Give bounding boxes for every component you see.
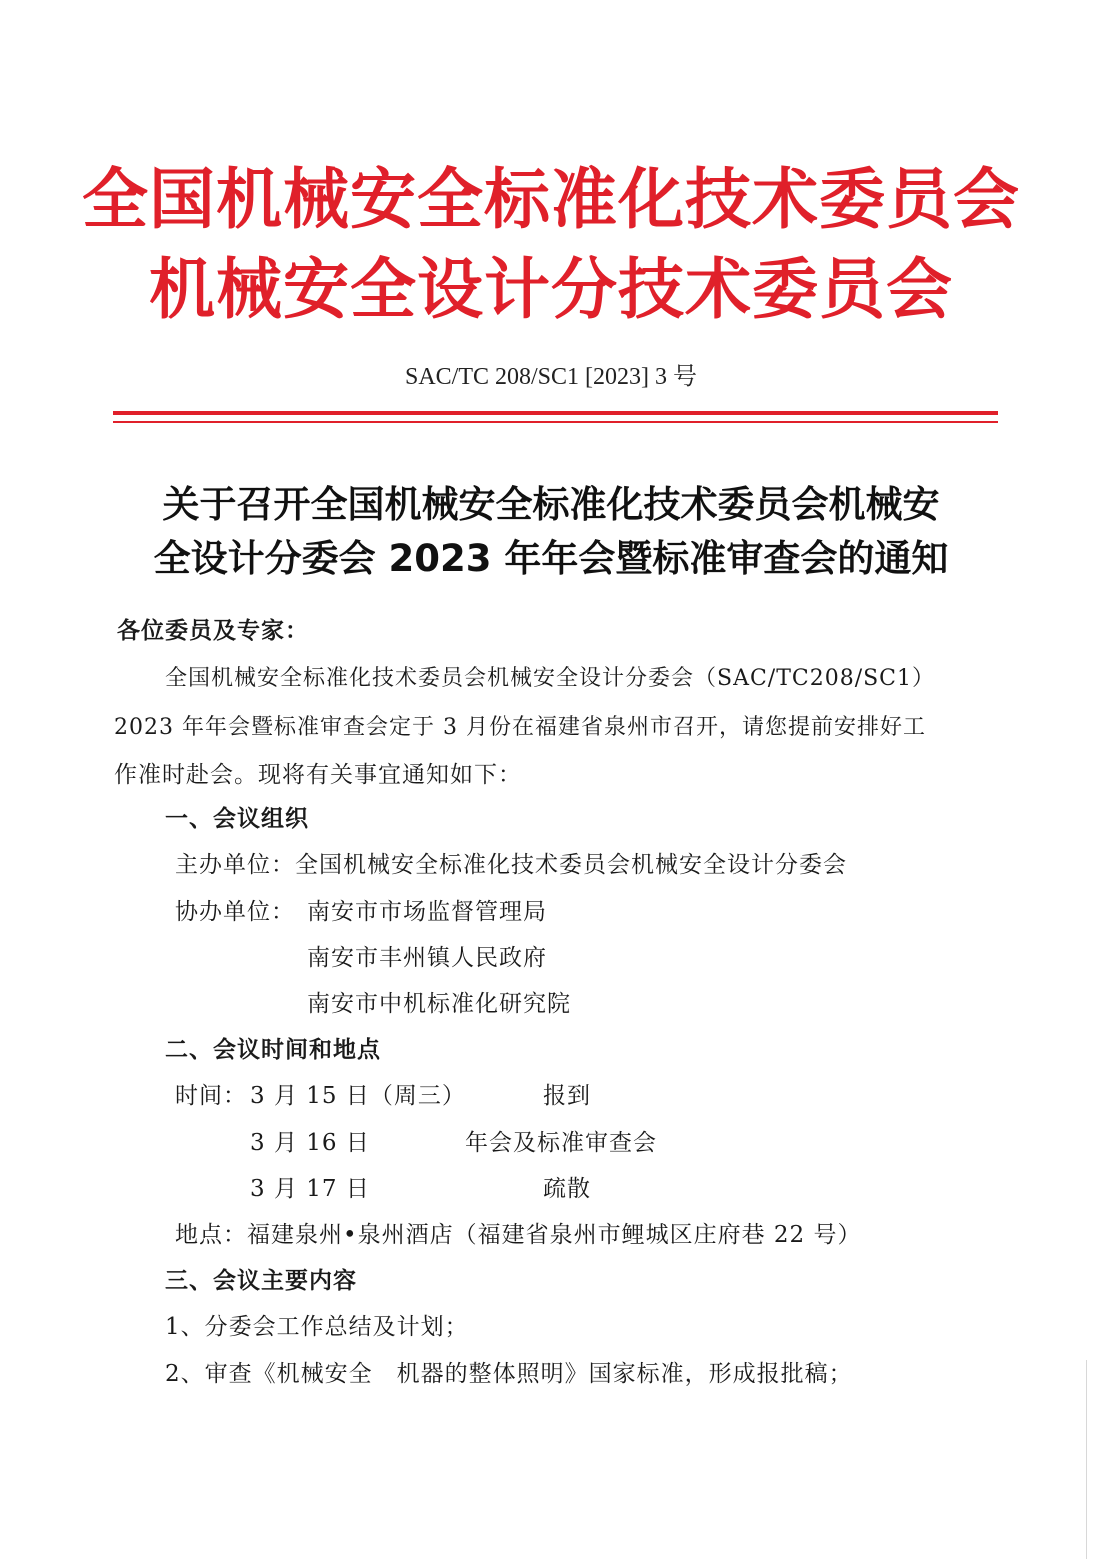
co-organizer-label: 协办单位： [175, 899, 295, 925]
red-divider-thick [113, 411, 998, 415]
host-organizer: 主办单位：全国机械安全标准化技术委员会机械安全设计分委会 [175, 852, 847, 878]
intro-line-3: 作准时赴会。现将有关事宜通知如下： [114, 762, 522, 788]
section2-heading: 二、会议时间和地点 [165, 1036, 381, 1063]
schedule-date-1: 3 月 15 日（周三） [250, 1083, 466, 1109]
section1-heading: 一、会议组织 [165, 805, 309, 832]
schedule-event-1: 报到 [543, 1083, 591, 1109]
header-title-line2: 机械安全设计分技术委员会 [149, 250, 953, 328]
document-number: SAC/TC 208/SC1 [2023] 3 号 [404, 364, 698, 390]
intro-line-2: 2023 年年会暨标准审查会定于 3 月份在福建省泉州市召开，请您提前安排好工 [114, 715, 926, 740]
salutation: 各位委员及专家： [117, 617, 309, 644]
schedule-event-3: 疏散 [543, 1176, 591, 1202]
schedule-date-3: 3 月 17 日 [250, 1176, 370, 1202]
scan-margin-line [1086, 1360, 1087, 1559]
intro-line-1: 全国机械安全标准化技术委员会机械安全设计分委会（SAC/TC208/SC1） [165, 666, 936, 691]
red-divider-thin [113, 421, 998, 423]
content-item-1: 1、分委会工作总结及计划； [165, 1314, 469, 1340]
co-organizer-2: 南安市丰州镇人民政府 [307, 945, 547, 971]
section3-heading: 三、会议主要内容 [165, 1267, 357, 1294]
meeting-location: 地点：福建泉州•泉州酒店（福建省泉州市鲤城区庄府巷 22 号） [175, 1222, 862, 1248]
header-title-line1: 全国机械安全标准化技术委员会 [82, 160, 1020, 238]
schedule-date-2: 3 月 16 日 [250, 1130, 370, 1156]
content-item-2: 2、审查《机械安全 机器的整体照明》国家标准，形成报批稿； [165, 1361, 853, 1387]
time-label: 时间： [175, 1083, 247, 1109]
notice-title-line2: 全设计分委会 2023 年年会暨标准审查会的通知 [153, 537, 949, 580]
notice-title-line1: 关于召开全国机械安全标准化技术委员会机械安 [162, 483, 940, 526]
schedule-event-2: 年会及标准审查会 [465, 1130, 657, 1156]
co-organizer-1: 南安市市场监督管理局 [307, 899, 547, 925]
co-organizer-3: 南安市中机标准化研究院 [307, 991, 571, 1017]
